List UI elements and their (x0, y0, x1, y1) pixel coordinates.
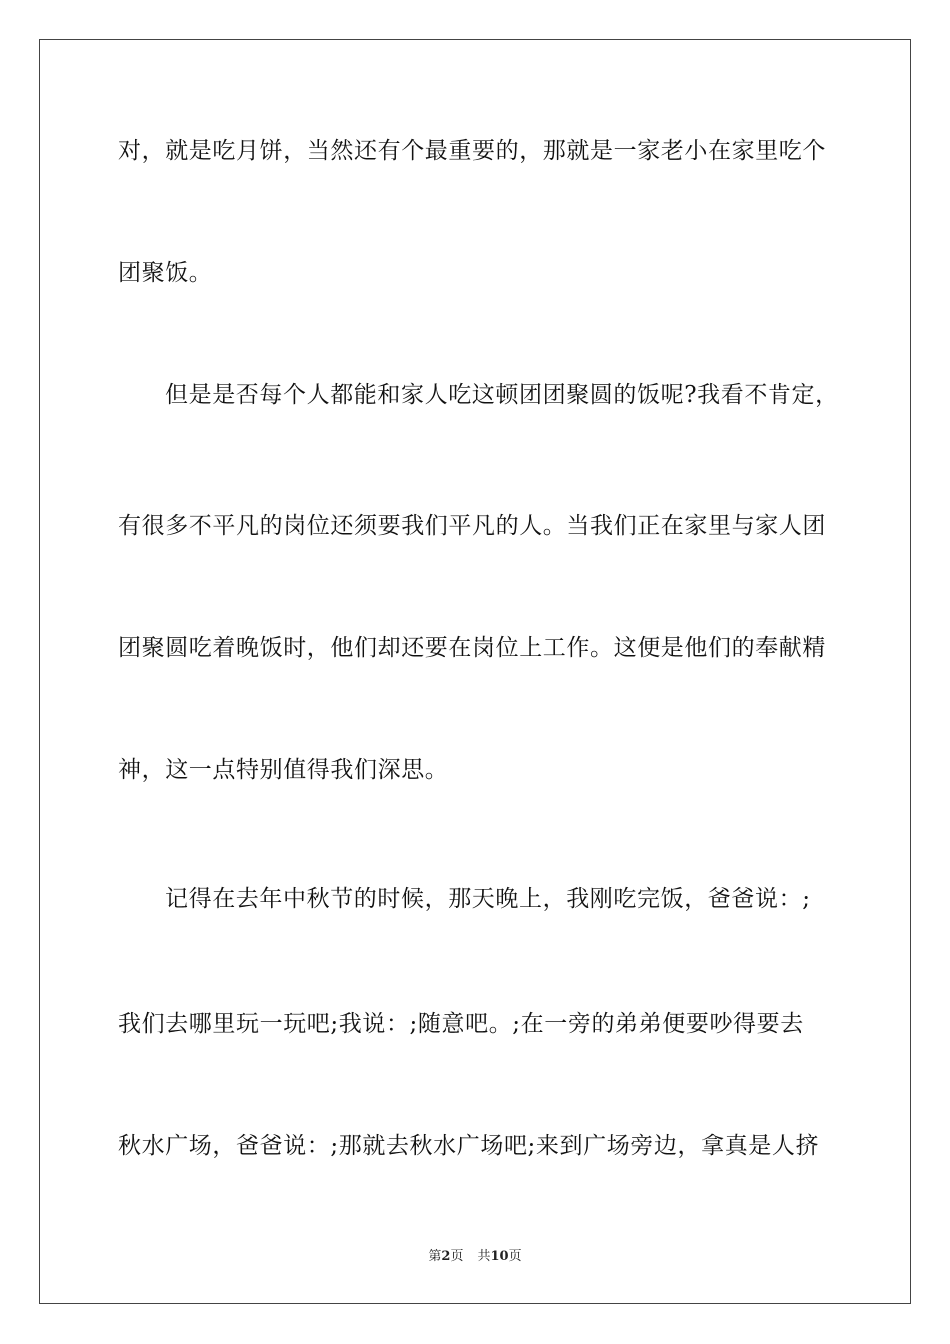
paragraph-line-1: 对，就是吃月饼，当然还有个最重要的，那就是一家老小在家里吃个 (118, 138, 826, 164)
paragraph-line-4: 有很多不平凡的岗位还须要我们平凡的人。当我们正在家里与家人团 (118, 513, 826, 539)
paragraph-line-6: 神，这一点特别值得我们深思。 (118, 757, 449, 783)
page-number: 2 (441, 1249, 451, 1264)
paragraph-line-7: 记得在去年中秋节的时候，那天晚上，我刚吃完饭，爸爸说：; (165, 886, 811, 912)
total-prefix: 共 (477, 1249, 491, 1264)
page-prefix: 第 (428, 1249, 442, 1264)
page-suffix: 页 (450, 1249, 464, 1264)
paragraph-line-9: 秋水广场，爸爸说：;那就去秋水广场吧;来到广场旁边，拿真是人挤 (118, 1133, 820, 1159)
page-footer (0, 1248, 950, 1266)
page-border (39, 39, 911, 1304)
paragraph-line-3: 但是是否每个人都能和家人吃这顿团团聚圆的饭呢?我看不肯定， (165, 382, 839, 408)
paragraph-line-8: 我们去哪里玩一玩吧;我说：;随意吧。;在一旁的弟弟便要吵得要去 (118, 1011, 804, 1037)
paragraph-line-2: 团聚饭。 (118, 260, 213, 286)
paragraph-line-5: 团聚圆吃着晚饭时，他们却还要在岗位上工作。这便是他们的奉献精 (118, 635, 826, 661)
total-suffix: 页 (508, 1249, 522, 1264)
total-pages: 10 (490, 1249, 509, 1264)
